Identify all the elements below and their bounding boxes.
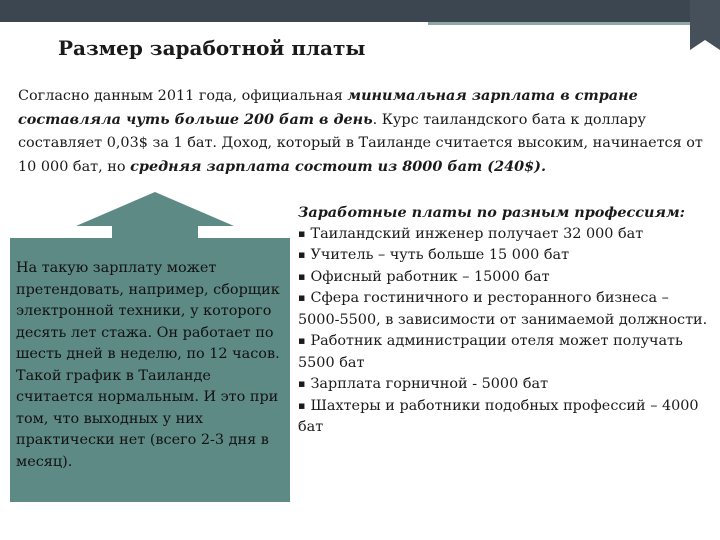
profession-item-text: Шахтеры и работники подобных профессий – 4000 бат [298, 397, 699, 435]
intro-paragraph [18, 84, 708, 179]
profession-item [298, 245, 710, 267]
side-callout-text: На такую зарплату может претендовать, например, сборщик электронной техники, у которого десять лет стажа. Он работает по шесть дней в неделю, по 12 часов. Такой график в Таиланде считается нормальным. И это при том, что выходных у них практически нет (всего 2-3 дня в месяц). [16, 260, 280, 470]
profession-item-text: Сфера гостиничного и ресторанного бизнеса – 5000-5500, в зависимости от занимаемой должности. [298, 290, 708, 328]
profession-item-text: Работник администрации отеля может получать 5500 бат [298, 333, 683, 371]
corner-ribbon [690, 0, 720, 50]
top-bar [0, 0, 720, 22]
intro-text-2: . Курс таиландского бата к доллару составляет 0,03$ за 1 бат. Доход, который в Таиланде считается высоким, начинается от 10 000 бат, но [18, 112, 703, 175]
professions-section [298, 202, 710, 439]
profession-item [298, 396, 710, 439]
up-arrow-shape [74, 190, 236, 240]
professions-heading: Заработные платы по разным профессиям: [298, 204, 685, 221]
profession-item-text: Зарплата горничной - 5000 бат [310, 376, 549, 392]
profession-item-text: Таиландский инженер получает 32 000 бат [310, 225, 644, 242]
profession-item-text: Офисный работник – 15000 бат [310, 268, 550, 285]
page-title: Размер заработной платы [58, 36, 366, 60]
profession-item [298, 224, 710, 246]
square-bullet-icon: ▪ [298, 226, 306, 240]
profession-item [298, 331, 710, 374]
square-bullet-icon: ▪ [298, 248, 306, 261]
profession-item [298, 374, 710, 396]
intro-text-1: Согласно данным 2011 года, официальная [18, 88, 348, 104]
square-bullet-icon: ▪ [298, 334, 306, 347]
profession-item [298, 267, 710, 289]
professions-list [298, 224, 710, 439]
profession-item-text: Учитель – чуть больше 15 000 бат [310, 247, 570, 263]
intro-highlight-avg-wage: средняя зарплата состоит из 8000 бат (240$). [130, 158, 546, 175]
square-bullet-icon: ▪ [298, 398, 306, 412]
square-bullet-icon: ▪ [298, 377, 306, 390]
profession-item [298, 288, 710, 331]
square-bullet-icon: ▪ [298, 291, 306, 304]
intro-highlight-min-wage: минимальная зарплата в стране составляла чуть больше 200 бат в день [18, 87, 638, 128]
square-bullet-icon: ▪ [298, 269, 306, 283]
